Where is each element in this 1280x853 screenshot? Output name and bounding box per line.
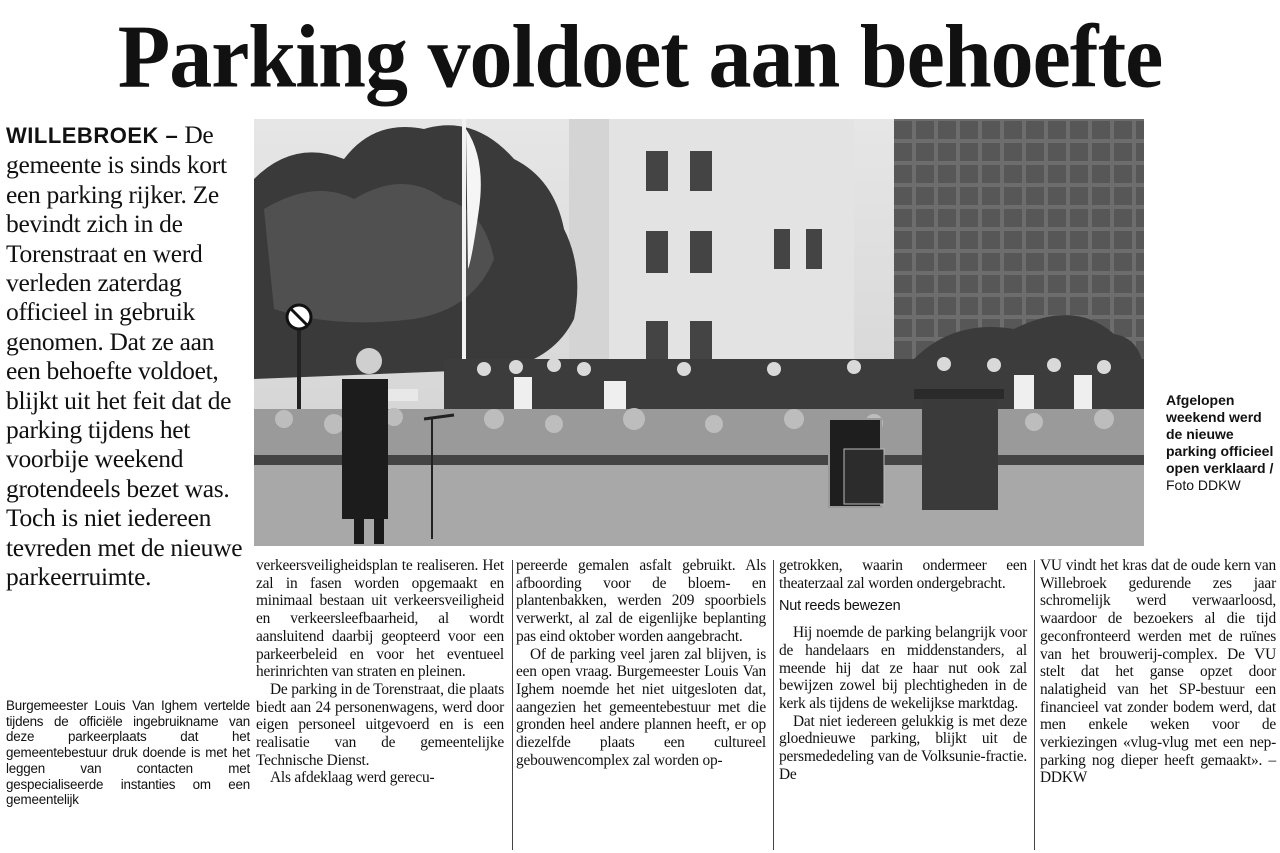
body-column-2 bbox=[256, 557, 504, 787]
column-rule bbox=[773, 560, 774, 850]
column-rule bbox=[512, 560, 513, 850]
caption-text: Afgelopen weekend werd de nieuwe parking officieel open verklaard / bbox=[1166, 392, 1274, 476]
body-column-5 bbox=[1040, 557, 1276, 787]
dateline: WILLEBROEK – bbox=[6, 123, 179, 148]
dark-building bbox=[894, 119, 1144, 359]
paragraph: Hij noemde de parking belangrijk voor de handelaars en middenstanders, al meende hij dat ze haar nut ook zal bewijzen zowel bij plechtigheden in de kerk als tijdens de wekelijkse marktdag. bbox=[779, 624, 1027, 712]
column-rule bbox=[1034, 560, 1035, 850]
subheading: Nut reeds bewezen bbox=[779, 598, 901, 615]
paragraph: pereerde gemalen asfalt gebruikt. Als afboording voor de bloem- en plantenbakken, werden 209 spoorbiels verwerkt, al zal de eigenlijke beplanting pas eind oktober worden aangebracht. bbox=[516, 557, 766, 645]
body-column-3 bbox=[516, 557, 766, 769]
photo-caption bbox=[1166, 392, 1276, 494]
photo-scene bbox=[254, 119, 1144, 546]
news-photo bbox=[254, 119, 1144, 546]
paragraph: verkeersveiligheidsplan te realiseren. Het zal in fasen worden opgemaakt en minimaal bestaan uit verkeersveiligheid en verkeersleefbaarheid, al wordt aansluitend daarbij geopteerd voor een parkeerbeleid en voor het eventueel herinrichten van straten en pleinen. bbox=[256, 557, 504, 681]
paragraph: VU vindt het kras dat de oude kern van Willebroek gedurende zes jaar schromelijk werd verwaarloosd, waardoor de bezoekers al die tijd geconfronteerd werden met de ruïnes van het brouwerij-complex. De VU stelt dat het ganse opzet door nalatigheid van het SP-bestuur een financieel vat zonder bodem werd, dat men enkele weken voor de verkiezingen «vlug-vlug met een nep-parking nog dieper heeft gemaakt». – DDKW bbox=[1040, 557, 1276, 787]
intro-paragraph bbox=[6, 120, 254, 592]
paragraph: Burgemeester Louis Van Ighem vertelde tijdens de officiële ingebruikname van deze parkeerplaats dat het gemeentebestuur druk doende is met het leggen van contacten met gespecialiseerde instanties om een gemeentelijk bbox=[6, 698, 250, 808]
paragraph: Dat niet iedereen gelukkig is met deze gloednieuwe parking, blijkt uit de persmededeling van de Volksunie-fractie. De bbox=[779, 712, 1027, 783]
body-column-4 bbox=[779, 557, 1027, 783]
headline: Parking voldoet aan behoefte bbox=[117, 5, 1163, 107]
paragraph: De parking in de Torenstraat, die plaats biedt aan 24 personenwagens, werd door eigen personeel uitgevoerd en is een realisatie van de gemeentelijke Technische Dienst. bbox=[256, 680, 504, 769]
lectern bbox=[922, 395, 998, 510]
paragraph: Als afdeklaag werd gerecu- bbox=[270, 769, 435, 787]
body-column-1 bbox=[6, 698, 250, 808]
photo-credit: Foto DDKW bbox=[1166, 477, 1241, 493]
paragraph: Of de parking veel jaren zal blijven, is een open vraag. Burgemeester Louis Van Ighem noemde het niet uitgesloten dat, aangezien het gemeentebestuur met die gronden heel andere plannen heeft, er op diezelfde plaats een cultureel gebouwencomplex zal worden op- bbox=[516, 645, 766, 769]
intro-text: De gemeente is sinds kort een parking rijker. Ze bevindt zich in de Torenstraat en werd verleden zaterdag officieel in gebruik genomen. Dat ze aan een behoefte voldoet, blijkt uit het feit dat de parking tijdens het voorbije weekend grotendeels bezet was. Toch is niet iedereen tevreden met de nieuwe parkeerruimte. bbox=[6, 120, 243, 592]
paragraph: getrokken, waarin ondermeer een theaterzaal zal worden ondergebracht. bbox=[779, 557, 1027, 592]
